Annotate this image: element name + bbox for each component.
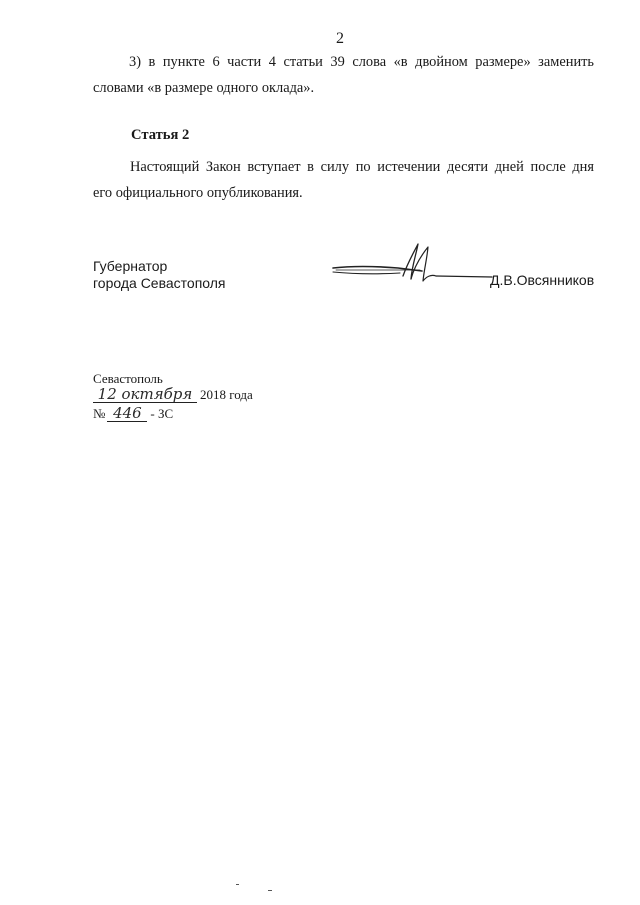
city-name: Севастополь — [93, 371, 163, 386]
article2-line1: Настоящий Закон вступает в силу по истечении десяти дней после дня — [130, 159, 594, 175]
number-suffix: - ЗС — [150, 406, 174, 421]
item3-line2: словами «в размере одного оклада». — [93, 80, 315, 96]
article2-line2: его официального опубликования. — [93, 185, 303, 201]
signatory-position-line2: города Севастополя — [93, 275, 226, 291]
handwritten-number: 446 — [107, 405, 147, 422]
date-year: 2018 года — [200, 387, 253, 402]
page-number: 2 — [336, 30, 344, 47]
number-sign: № — [93, 406, 106, 421]
item3-line1: 3) в пункте 6 части 4 статьи 39 слова «в двойном размере» заменить — [129, 54, 594, 70]
handwritten-date: 12 октября — [93, 386, 197, 403]
signatory-name: Д.В.Овсянников — [490, 272, 595, 288]
article2-title: Статья 2 — [131, 127, 190, 143]
signatory-position-line1: Губернатор — [93, 258, 168, 274]
